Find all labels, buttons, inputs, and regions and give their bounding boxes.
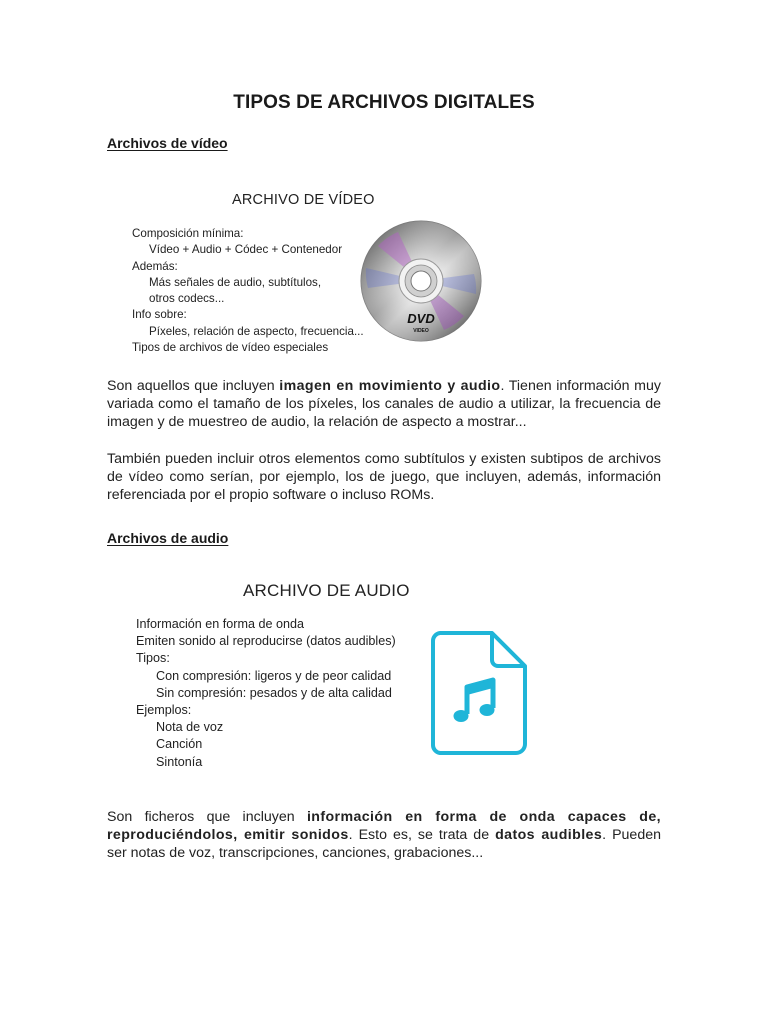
audio-line: Información en forma de onda <box>136 617 305 631</box>
audio-line: Tipos: <box>136 651 170 666</box>
audio-figure-lines <box>136 616 396 771</box>
video-figure-lines <box>132 226 364 356</box>
audio-line: Sintonía <box>156 754 203 769</box>
video-figure <box>118 170 490 360</box>
audio-line: Canción <box>156 737 203 752</box>
dvd-disc-icon <box>358 218 484 344</box>
video-line: Píxeles, relación de aspecto, frecuencia... <box>149 324 364 338</box>
video-line: Info sobre: <box>132 308 187 322</box>
audio-figure <box>130 572 540 782</box>
audio-line: Ejemplos: <box>136 703 192 718</box>
dvd-logo-text: DVD <box>407 311 435 326</box>
page-title: TIPOS DE ARCHIVOS DIGITALES <box>233 92 535 113</box>
dvd-video-text: VIDEO <box>413 328 429 334</box>
audio-paragraph-1: Son ficheros que incluyen información en forma de onda capaces de, reproduciéndolos, emitir sonidos. Esto es, se trata de datos audibles. Pueden ser notas de voz, transcripciones, canciones, grabaciones... <box>107 809 661 861</box>
video-line: Vídeo + Audio + Códec + Contenedor <box>149 243 343 257</box>
video-paragraph-1: Son aquellos que incluyen imagen en movimiento y audio. Tienen información muy variada como el tamaño de los píxeles, los canales de audio a utilizar, la frecuencia de imagen y de muestreo de audio, la relación de aspecto a mostrar... <box>107 378 661 430</box>
audio-figure-title: ARCHIVO DE AUDIO <box>243 581 410 600</box>
audio-line: Sin compresión: pesados y de alta calidad <box>156 685 392 700</box>
video-figure-title: ARCHIVO DE VÍDEO <box>232 192 375 208</box>
video-line: Además: <box>132 259 178 273</box>
audio-file-icon <box>430 630 530 756</box>
video-heading: Archivos de vídeo <box>107 135 228 151</box>
audio-line: Nota de voz <box>156 720 224 735</box>
video-line: Más señales de audio, subtítulos, <box>149 275 322 289</box>
video-line: Tipos de archivos de vídeo especiales <box>132 341 329 355</box>
video-paragraph-2: También pueden incluir otros elementos como subtítulos y existen subtipos de archivos de vídeo como serían, por ejemplo, los de juego, que incluyen, además, información referenciada por el propio software o incluso ROMs. <box>107 451 661 503</box>
audio-line: Emiten sonido al reproducirse (datos audibles) <box>136 634 396 649</box>
audio-heading: Archivos de audio <box>107 530 229 546</box>
video-line: Composición mínima: <box>132 227 244 240</box>
audio-line: Con compresión: ligeros y de peor calidad <box>156 668 392 683</box>
video-line: otros codecs... <box>149 292 225 306</box>
